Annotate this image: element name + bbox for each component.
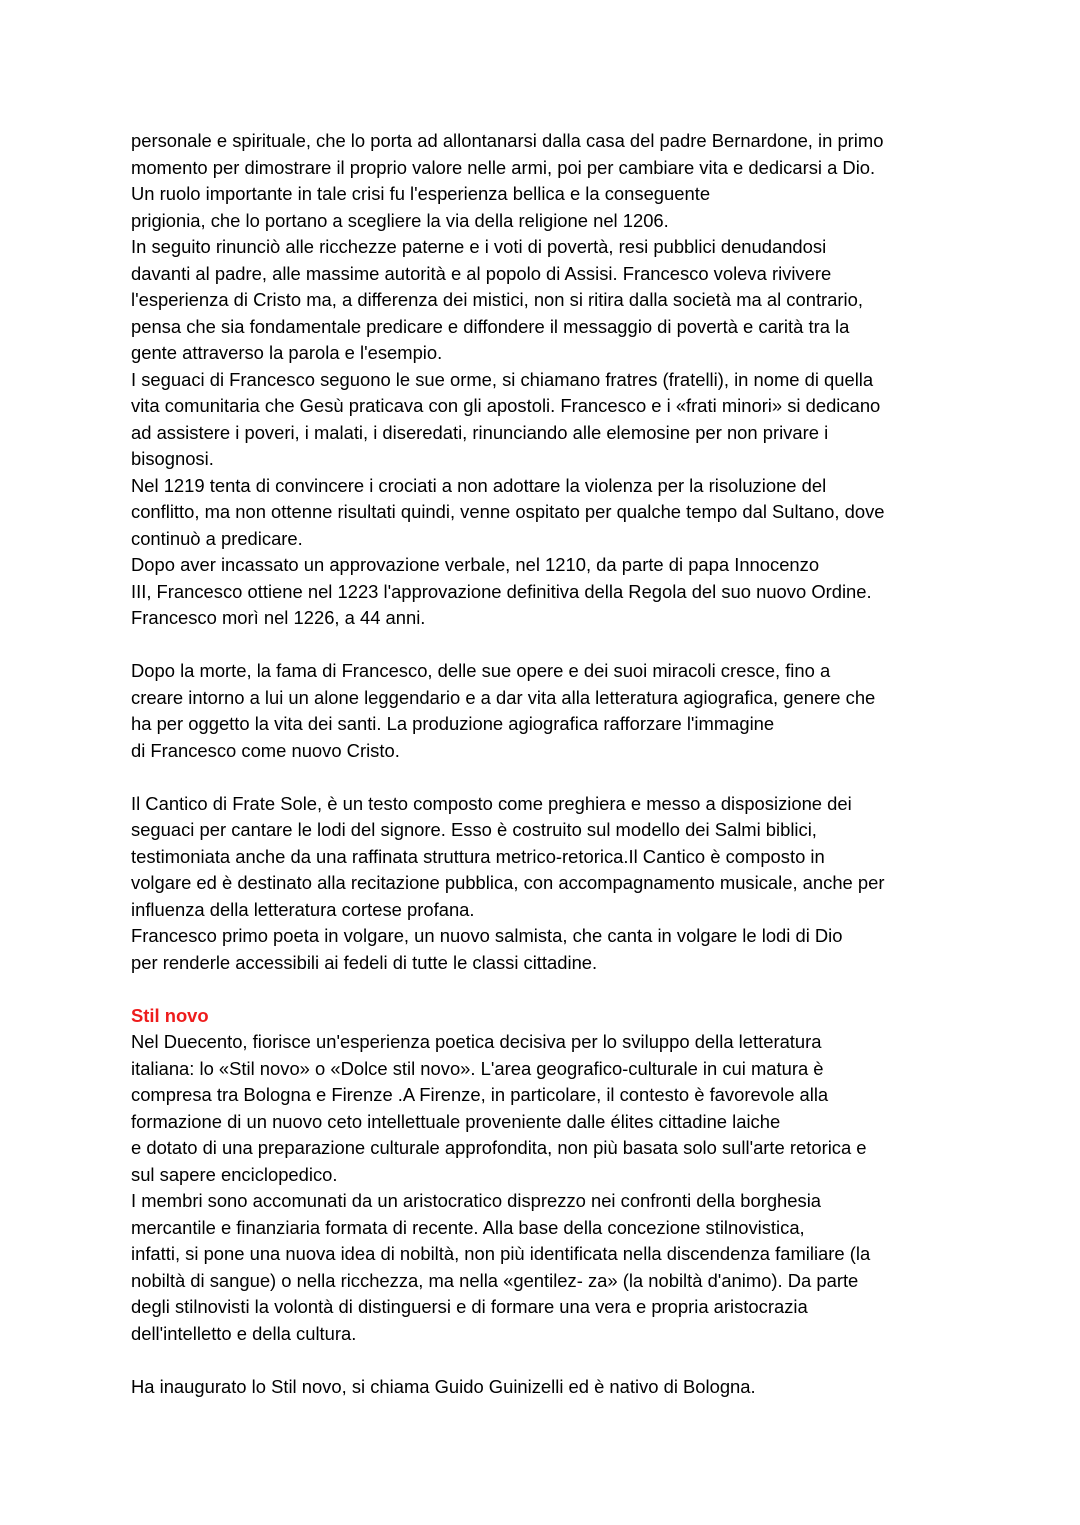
text-line: Un ruolo importante in tale crisi fu l'esperienza bellica e la conseguente	[131, 183, 711, 204]
text-line: I membri sono accomunati da un aristocratico disprezzo nei confronti della borghesia	[131, 1190, 822, 1211]
text-line: Dopo aver incassato un approvazione verbale, nel 1210, da parte di papa Innocenzo	[131, 554, 820, 575]
text-line: influenza della letteratura cortese profana.	[131, 898, 475, 920]
text-line: Francesco primo poeta in volgare, un nuovo salmista, che canta in volgare le lodi di Dio	[131, 925, 843, 946]
text-line: degli stilnovisti la volontà di distinguersi e di formare una vera e propria aristocrazia	[131, 1296, 808, 1317]
text-line: conflitto, ma non ottenne risultati quindi, venne ospitato per qualche tempo dal Sultano, dove	[131, 501, 885, 522]
text-line: vita comunitaria che Gesù praticava con gli apostoli. Francesco e i «frati minori» si dedicano	[131, 395, 881, 416]
section-heading: Stil novo	[131, 1004, 209, 1026]
text-line: italiana: lo «Stil novo» o «Dolce stil novo». L'area geografico-culturale in cui matura è	[131, 1057, 824, 1079]
text-line: Nel Duecento, fiorisce un'esperienza poetica decisiva per lo sviluppo della letteratura	[131, 1031, 822, 1052]
blank-line	[131, 976, 961, 1003]
text-line: personale e spirituale, che lo porta ad allontanarsi dalla casa del padre Bernardone, in primo	[131, 130, 884, 151]
text-line: nobiltà di sangue) o nella ricchezza, ma nella «gentilez- za» (la nobiltà d'animo). Da parte	[131, 1269, 859, 1291]
text-line: per renderle accessibili ai fedeli di tutte le classi cittadine.	[131, 951, 598, 973]
text-line: Il Cantico di Frate Sole, è un testo composto come preghiera e messo a disposizione dei	[131, 792, 852, 814]
text-line: ad assistere i poveri, i malati, i diseredati, rinunciando alle elemosine per non privare i	[131, 421, 829, 443]
text-line: testimoniata anche da una raffinata struttura metrico-retorica.Il Cantico è composto in	[131, 845, 825, 867]
document-page	[131, 128, 961, 1400]
text-line: seguaci per cantare le lodi del signore. Esso è costruito sul modello dei Salmi biblici,	[131, 819, 817, 840]
text-line: pensa che sia fondamentale predicare e diffondere il messaggio di povertà e carità tra la	[131, 315, 850, 337]
text-line: III, Francesco ottiene nel 1223 l'approvazione definitiva della Regola del suo nuovo Ordine.	[131, 580, 872, 602]
blank-line	[131, 1347, 961, 1374]
text-line: Dopo la morte, la fama di Francesco, delle sue opere e dei suoi miracoli cresce, fino a	[131, 660, 831, 681]
blank-line	[131, 764, 961, 791]
text-line: ha per oggetto la vita dei santi. La produzione agiografica rafforzare l'immagine	[131, 713, 775, 734]
text-line: mercantile e finanziaria formata di recente. Alla base della concezione stilnovistica,	[131, 1216, 805, 1238]
text-line: continuò a predicare.	[131, 527, 303, 549]
text-line: In seguito rinunciò alle ricchezze paterne e i voti di povertà, resi pubblici denudandosi	[131, 236, 827, 257]
text-line: compresa tra Bologna e Firenze .A Firenze, in particolare, il contesto è favorevole alla	[131, 1084, 829, 1105]
text-line: infatti, si pone una nuova idea di nobiltà, non più identificata nella discendenza familiare (la	[131, 1243, 871, 1264]
text-line: bisognosi.	[131, 448, 214, 469]
text-line: dell'intelletto e della cultura.	[131, 1322, 357, 1344]
blank-line	[131, 632, 961, 659]
text-line: Nel 1219 tenta di convincere i crociati a non adottare la violenza per la risoluzione del	[131, 474, 827, 496]
text-line: formazione di un nuovo ceto intellettuale proveniente dalle élites cittadine laiche	[131, 1110, 781, 1132]
text-line: di Francesco come nuovo Cristo.	[131, 739, 400, 761]
text-line: I seguaci di Francesco seguono le sue orme, si chiamano fratres (fratelli), in nome di quella	[131, 368, 874, 390]
text-line: sul sapere enciclopedico.	[131, 1163, 338, 1185]
text-line: l'esperienza di Cristo ma, a differenza dei mistici, non si ritira dalla società ma al contrario,	[131, 289, 863, 310]
text-line: davanti al padre, alle massime autorità e al popolo di Assisi. Francesco voleva rivivere	[131, 262, 832, 284]
text-line: prigionia, che lo portano a scegliere la via della religione nel 1206.	[131, 209, 669, 231]
text-line: creare intorno a lui un alone leggendario e a dar vita alla letteratura agiografica, genere che	[131, 686, 876, 708]
text-line: volgare ed è destinato alla recitazione pubblica, con accompagnamento musicale, anche per	[131, 872, 885, 893]
text-line: Ha inaugurato lo Stil novo, si chiama Guido Guinizelli ed è nativo di Bologna.	[131, 1375, 756, 1397]
text-line: Francesco morì nel 1226, a 44 anni.	[131, 607, 426, 628]
text-line: momento per dimostrare il proprio valore nelle armi, poi per cambiare vita e dedicarsi a Dio.	[131, 156, 876, 178]
text-line: gente attraverso la parola e l'esempio.	[131, 342, 443, 363]
text-line: e dotato di una preparazione culturale approfondita, non più basata solo sull'arte retorica e	[131, 1137, 867, 1158]
